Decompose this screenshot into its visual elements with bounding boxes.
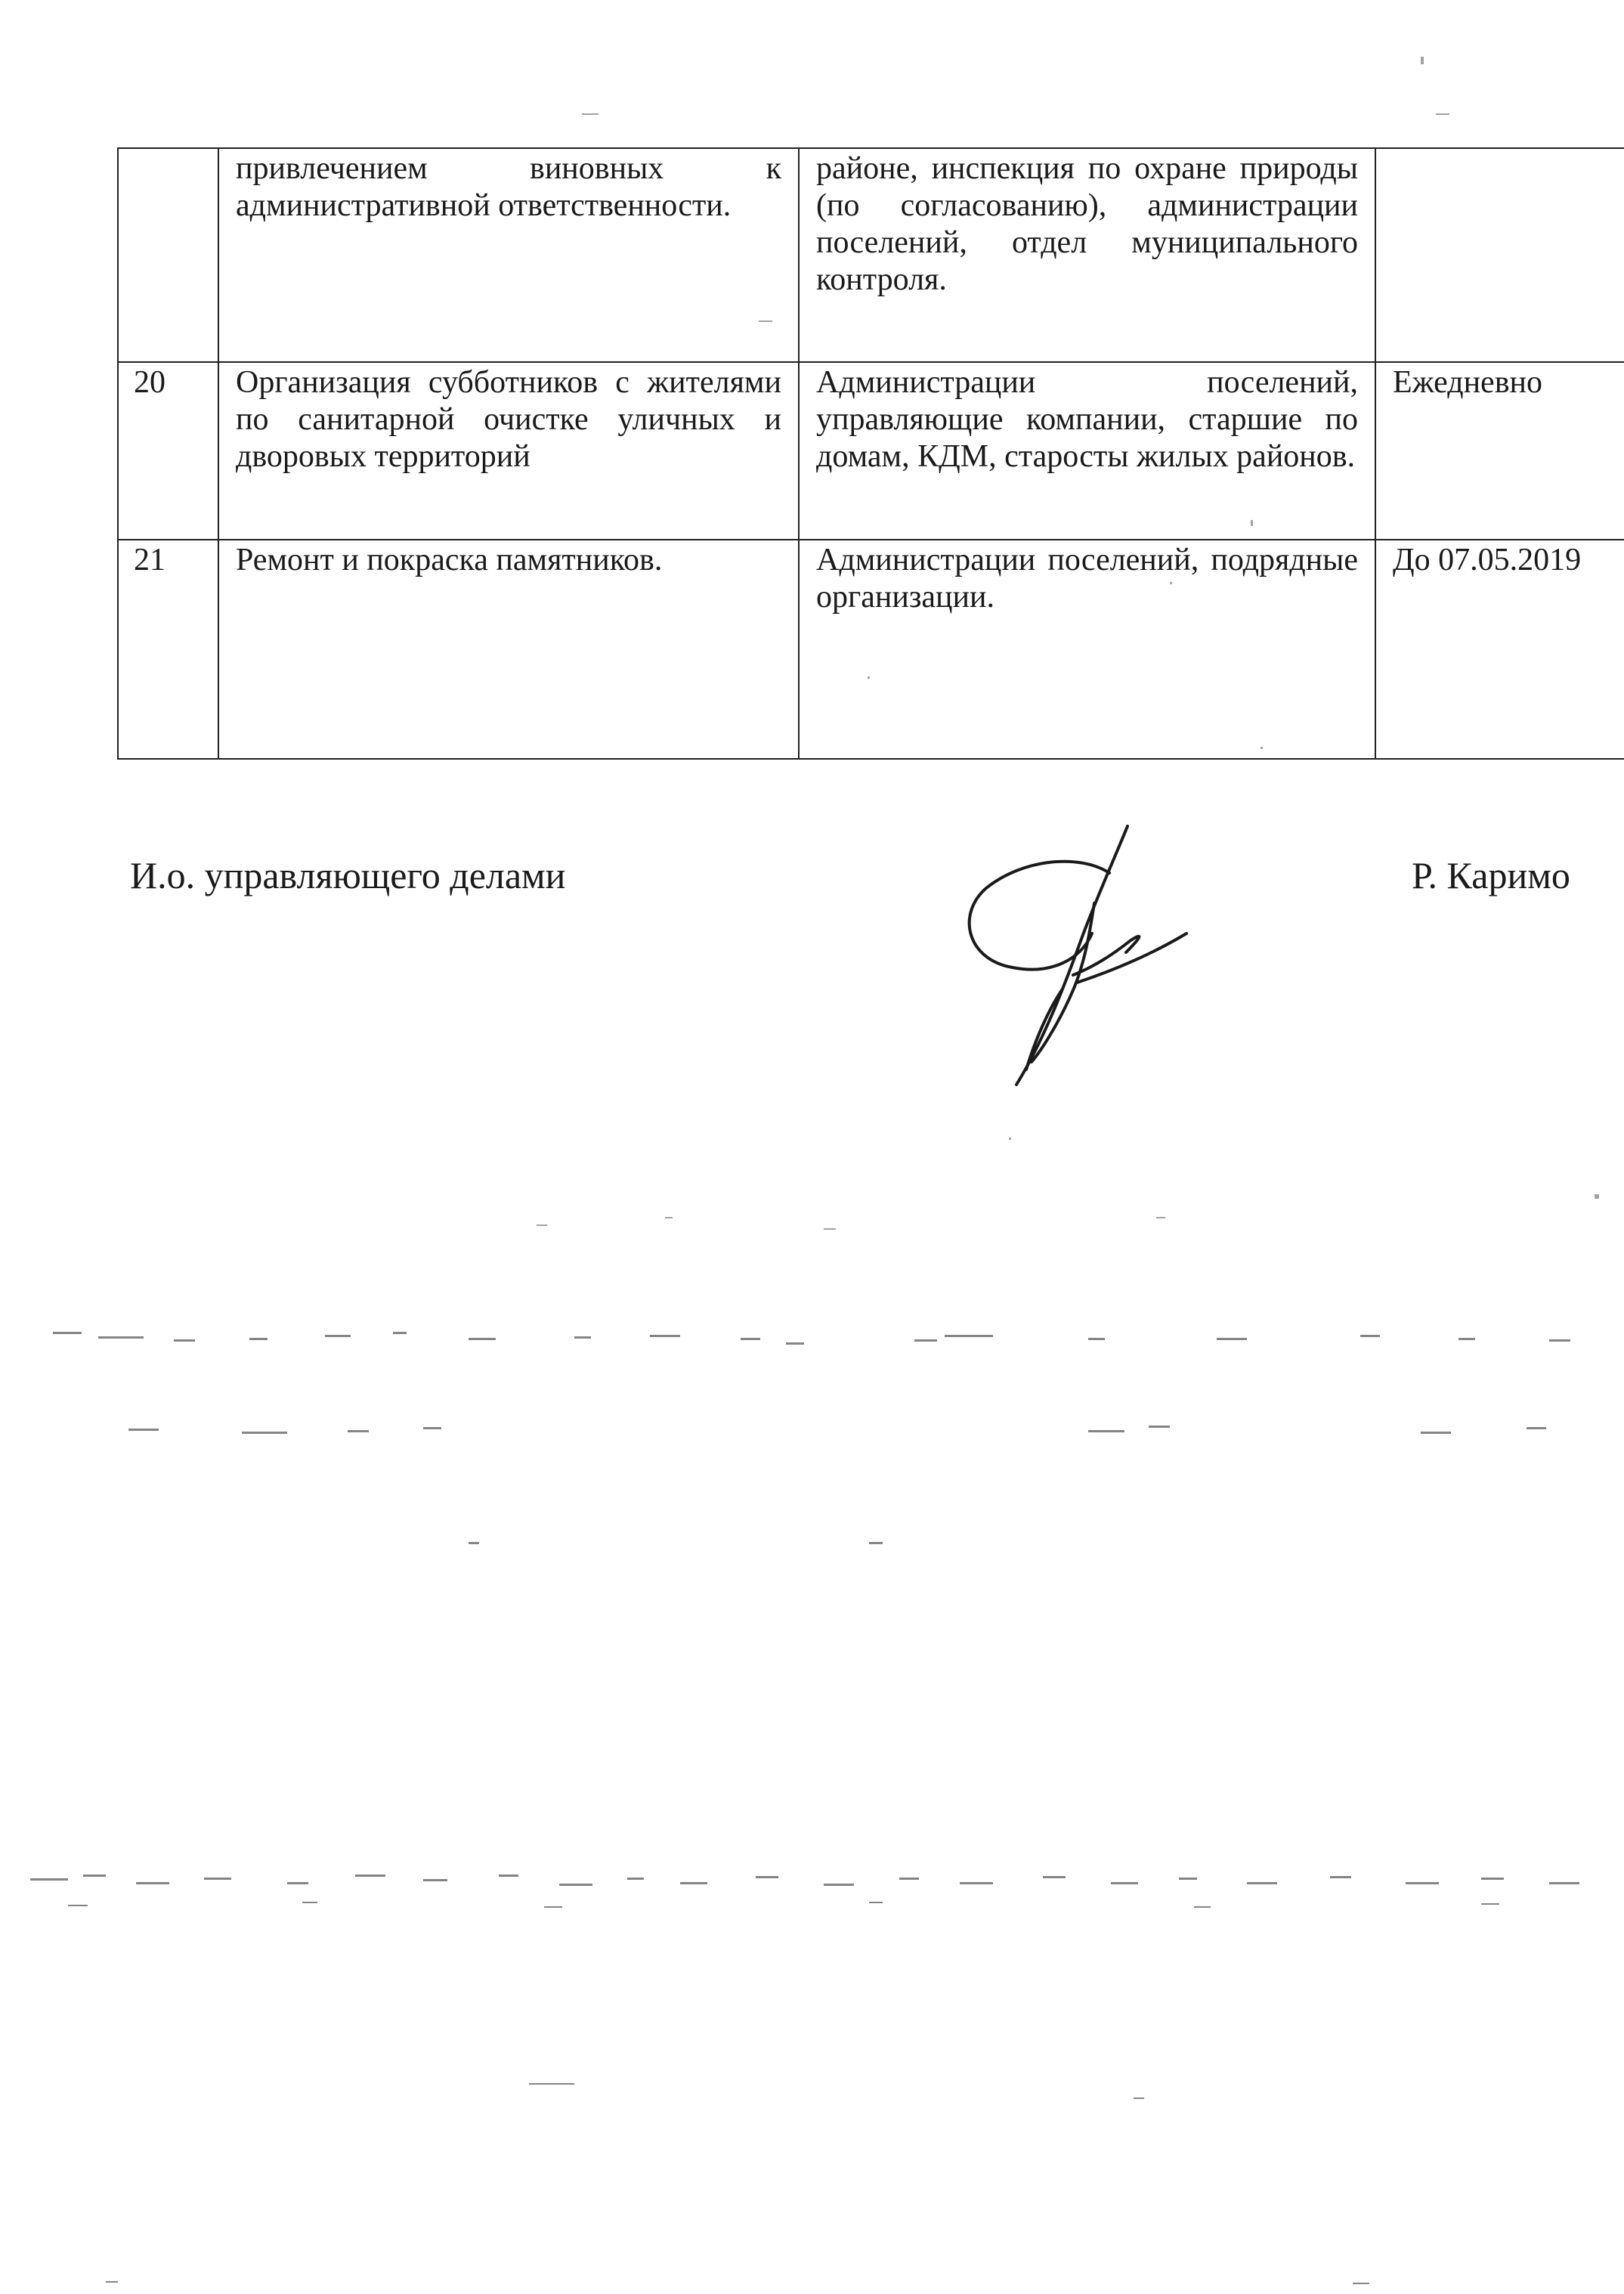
responsible-cell: Администрации поселений, управляющие компании, старшие по домам, КДМ, старосты жилых районов.: [799, 362, 1375, 540]
signatory-name: Р. Каримо: [1412, 854, 1570, 896]
deadline-cell: Ежедневно: [1375, 362, 1624, 540]
row-number: 21: [118, 540, 218, 759]
table-row: [118, 362, 1624, 540]
signatory-position: И.о. управляющего делами: [130, 854, 566, 896]
responsible-cell: районе, инспекция по охране природы (по согласованию), администрации поселений, отдел муниципального контроля.: [799, 148, 1375, 362]
table-row: [118, 540, 1624, 759]
task-cell: привлечением виновных к административной ответственности.: [218, 148, 799, 362]
deadline-cell: [1375, 148, 1624, 362]
deadline-cell: До 07.05.2019: [1375, 540, 1624, 759]
row-number: 20: [118, 362, 218, 540]
task-cell: Ремонт и покраска памятников.: [218, 540, 799, 759]
table-row: [118, 148, 1624, 362]
task-cell: Организация субботников с жителями по санитарной очистке уличных и дворовых территорий: [218, 362, 799, 540]
handwritten-signature: [960, 820, 1209, 1100]
row-number: [118, 148, 218, 362]
measures-table: [117, 147, 1624, 760]
responsible-cell: Администрации поселений, подрядные организации.: [799, 540, 1375, 759]
